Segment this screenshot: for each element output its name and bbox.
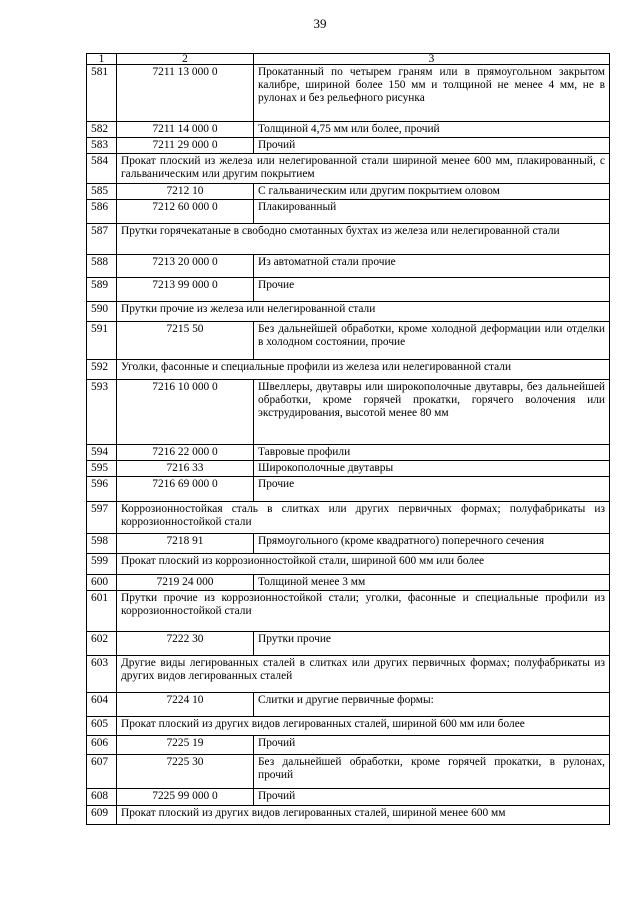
tnved-code: 7216 10 000 0: [117, 380, 254, 445]
row-number: 584: [87, 154, 117, 184]
row-number: 591: [87, 322, 117, 360]
column-number-3: 3: [254, 54, 610, 65]
tnved-code: 7224 10: [117, 693, 254, 717]
section-row: [87, 302, 610, 322]
section-heading: Прокат плоский из коррозионностойкой стали, шириной 600 мм или более: [117, 554, 610, 575]
goods-description: Толщиной менее 3 мм: [254, 575, 610, 591]
row-number: 604: [87, 693, 117, 717]
section-heading: Прутки горячекатаные в свободно смотанных бухтах из железа или нелегированной стали: [117, 224, 610, 255]
goods-table: [86, 53, 610, 825]
item-row: [87, 693, 610, 717]
section-heading: Прутки прочие из коррозионностойкой стали; уголки, фасонные и специальные профили из коррозионностойкой стали: [117, 591, 610, 632]
section-heading: Другие виды легированных сталей в слитках или других первичных формах; полуфабрикаты из других видов легированных сталей: [117, 656, 610, 693]
tnved-code: 7211 14 000 0: [117, 122, 254, 138]
goods-description: Прочий: [254, 789, 610, 806]
page-number: 39: [313, 16, 327, 31]
row-number: 602: [87, 632, 117, 656]
section-heading: Прутки прочие из железа или нелегированной стали: [117, 302, 610, 322]
row-number: 589: [87, 278, 117, 302]
row-number: 601: [87, 591, 117, 632]
item-row: [87, 322, 610, 360]
section-heading: Прокат плоский из других видов легированных сталей, шириной 600 мм или более: [117, 717, 610, 736]
goods-description: Широкополочные двутавры: [254, 461, 610, 477]
row-number: 598: [87, 534, 117, 554]
item-row: [87, 445, 610, 461]
item-row: [87, 575, 610, 591]
item-row: [87, 632, 610, 656]
section-row: [87, 224, 610, 255]
goods-description: Прочие: [254, 278, 610, 302]
goods-description: Слитки и другие первичные формы:: [254, 693, 610, 717]
goods-description: Прокатанный по четырем граням или в прямоугольном закрытом калибре, шириной более 150 мм и толщиной не менее 4 мм, не в рулонах и без рельефного рисунка: [254, 65, 610, 122]
column-number-1: 1: [87, 54, 117, 65]
tnved-code: 7216 69 000 0: [117, 477, 254, 502]
item-row: [87, 184, 610, 200]
section-heading: Коррозионностойкая сталь в слитках или других первичных формах; полуфабрикаты из коррозионностойкой стали: [117, 502, 610, 534]
item-row: [87, 255, 610, 278]
item-row: [87, 138, 610, 154]
item-row: [87, 534, 610, 554]
goods-description: Без дальнейшей обработки, кроме горячей прокатки, в рулонах, прочий: [254, 755, 610, 789]
tnved-code: 7225 30: [117, 755, 254, 789]
section-row: [87, 656, 610, 693]
row-number: 581: [87, 65, 117, 122]
row-number: 582: [87, 122, 117, 138]
row-number: 583: [87, 138, 117, 154]
section-heading: Уголки, фасонные и специальные профили из железа или нелегированной стали: [117, 360, 610, 380]
row-number: 588: [87, 255, 117, 278]
item-row: [87, 65, 610, 122]
item-row: [87, 477, 610, 502]
item-row: [87, 461, 610, 477]
tnved-code: 7225 99 000 0: [117, 789, 254, 806]
tnved-code: 7215 50: [117, 322, 254, 360]
tnved-code: 7218 91: [117, 534, 254, 554]
goods-description: С гальваническим или другим покрытием оловом: [254, 184, 610, 200]
row-number: 597: [87, 502, 117, 534]
row-number: 586: [87, 200, 117, 224]
item-row: [87, 755, 610, 789]
section-row: [87, 154, 610, 184]
tnved-code: 7212 60 000 0: [117, 200, 254, 224]
tnved-code: 7213 99 000 0: [117, 278, 254, 302]
row-number: 585: [87, 184, 117, 200]
row-number: 603: [87, 656, 117, 693]
item-row: [87, 200, 610, 224]
tnved-code: 7225 19: [117, 736, 254, 755]
goods-description: Толщиной 4,75 мм или более, прочий: [254, 122, 610, 138]
row-number: 594: [87, 445, 117, 461]
tnved-code: 7216 33: [117, 461, 254, 477]
section-row: [87, 554, 610, 575]
section-heading: Прокат плоский из других видов легированных сталей, шириной менее 600 мм: [117, 806, 610, 825]
section-row: [87, 717, 610, 736]
tnved-code: 7211 29 000 0: [117, 138, 254, 154]
row-number: 599: [87, 554, 117, 575]
item-row: [87, 122, 610, 138]
row-number: 592: [87, 360, 117, 380]
item-row: [87, 278, 610, 302]
row-number: 587: [87, 224, 117, 255]
section-row: [87, 591, 610, 632]
row-number: 593: [87, 380, 117, 445]
column-number-row: [87, 54, 610, 65]
column-number-2: 2: [117, 54, 254, 65]
section-heading: Прокат плоский из железа или нелегированной стали шириной менее 600 мм, плакированный, с гальваническим или другим покрытием: [117, 154, 610, 184]
goods-description: Прочий: [254, 736, 610, 755]
row-number: 607: [87, 755, 117, 789]
goods-description: Тавровые профили: [254, 445, 610, 461]
row-number: 595: [87, 461, 117, 477]
goods-description: Без дальнейшей обработки, кроме холодной деформации или отделки в холодном состоянии, прочие: [254, 322, 610, 360]
goods-description: Из автоматной стали прочие: [254, 255, 610, 278]
row-number: 609: [87, 806, 117, 825]
row-number: 608: [87, 789, 117, 806]
tnved-code: 7212 10: [117, 184, 254, 200]
row-number: 606: [87, 736, 117, 755]
tnved-code: 7222 30: [117, 632, 254, 656]
tnved-code: 7219 24 000: [117, 575, 254, 591]
section-row: [87, 360, 610, 380]
row-number: 596: [87, 477, 117, 502]
row-number: 600: [87, 575, 117, 591]
goods-description: Прутки прочие: [254, 632, 610, 656]
row-number: 590: [87, 302, 117, 322]
goods-description: Плакированный: [254, 200, 610, 224]
item-row: [87, 380, 610, 445]
tnved-code: 7213 20 000 0: [117, 255, 254, 278]
goods-description: Прямоугольного (кроме квадратного) поперечного сечения: [254, 534, 610, 554]
goods-description: Швеллеры, двутавры или широкополочные двутавры, без дальнейшей обработки, кроме горячей прокатки, горячего волочения или экструдирования, высотой менее 80 мм: [254, 380, 610, 445]
tnved-code: 7211 13 000 0: [117, 65, 254, 122]
item-row: [87, 736, 610, 755]
goods-description: Прочий: [254, 138, 610, 154]
row-number: 605: [87, 717, 117, 736]
tnved-code: 7216 22 000 0: [117, 445, 254, 461]
item-row: [87, 789, 610, 806]
section-row: [87, 502, 610, 534]
goods-description: Прочие: [254, 477, 610, 502]
section-row: [87, 806, 610, 825]
